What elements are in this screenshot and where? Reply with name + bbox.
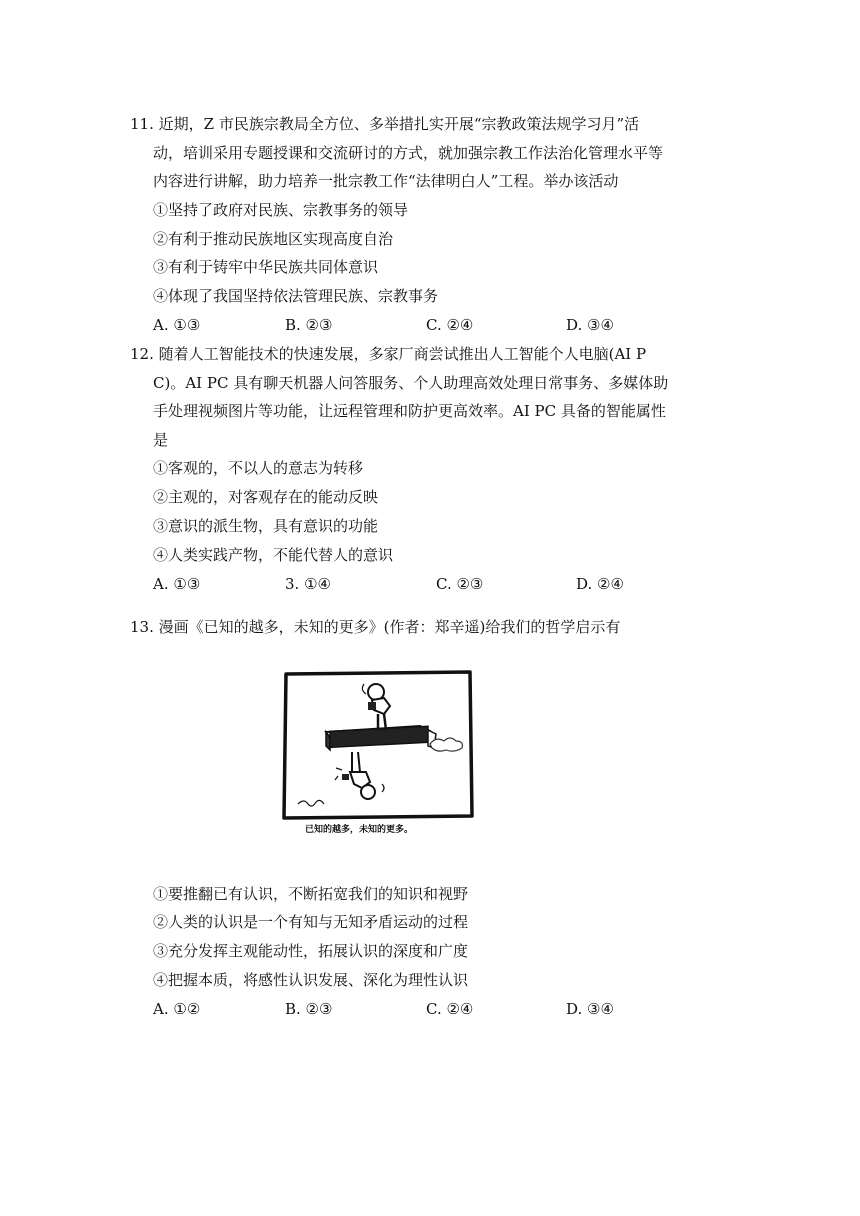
q11-option-b: B. ②③ bbox=[285, 316, 333, 334]
q12-option-b: 3. ①④ bbox=[285, 575, 331, 593]
q11-option-d: D. ③④ bbox=[566, 316, 614, 334]
q11-item-1: ①坚持了政府对民族、宗教事务的领导 bbox=[153, 201, 409, 219]
q13-item-4: ④把握本质，将感性认识发展、深化为理性认识 bbox=[153, 971, 469, 989]
cartoon-caption: 已知的越多，未知的更多。 bbox=[305, 825, 414, 835]
q11-option-a: A. ①③ bbox=[153, 316, 201, 334]
q13-option-b: B. ②③ bbox=[285, 1000, 333, 1018]
q12-stem-line-1: 12. 随着人工智能技术的快速发展，多家厂商尝试推出人工智能个人电脑(AI P bbox=[130, 345, 647, 363]
cartoon-image bbox=[280, 668, 478, 840]
q12-stem-line-2: C)。AI PC 具有聊天机器人问答服务、个人助理高效处理日常事务、多媒体助 bbox=[153, 374, 669, 392]
q13-option-d: D. ③④ bbox=[566, 1000, 614, 1018]
q11-option-c: C. ②④ bbox=[426, 316, 474, 334]
q11-stem-line-2: 动，培训采用专题授课和交流研讨的方式，就加强宗教工作法治化管理水平等 bbox=[153, 144, 664, 162]
q13-item-3: ③充分发挥主观能动性，拓展认识的深度和广度 bbox=[153, 942, 469, 960]
q11-stem-line-1: 11. 近期，Z 市民族宗教局全方位、多举措扎实开展“宗教政策法规学习月”活 bbox=[130, 115, 640, 133]
q13-stem-line-1: 13. 漫画《已知的越多，未知的更多》(作者：郑辛遥)给我们的哲学启示有 bbox=[130, 618, 621, 636]
q13-option-c: C. ②④ bbox=[426, 1000, 474, 1018]
q12-option-c: C. ②③ bbox=[436, 575, 484, 593]
q11-item-4: ④体现了我国坚持依法管理民族、宗教事务 bbox=[153, 287, 439, 305]
q12-option-d: D. ②④ bbox=[576, 575, 624, 593]
q12-item-4: ④人类实践产物，不能代替人的意识 bbox=[153, 546, 394, 564]
q11-stem-line-3: 内容进行讲解，助力培养一批宗教工作“法律明白人”工程。举办该活动 bbox=[153, 172, 619, 190]
q12-stem-line-4: 是 bbox=[153, 431, 169, 449]
q12-item-1: ①客观的，不以人的意志为转移 bbox=[153, 459, 364, 477]
q12-item-3: ③意识的派生物，具有意识的功能 bbox=[153, 517, 379, 535]
q11-item-3: ③有利于铸牢中华民族共同体意识 bbox=[153, 258, 379, 276]
q13-option-a: A. ①② bbox=[153, 1000, 201, 1018]
q11-item-2: ②有利于推动民族地区实现高度自治 bbox=[153, 230, 394, 248]
q12-item-2: ②主观的，对客观存在的能动反映 bbox=[153, 488, 379, 506]
q13-item-1: ①要推翻已有认识，不断拓宽我们的知识和视野 bbox=[153, 885, 469, 903]
q12-stem-line-3: 手处理视频图片等功能，让远程管理和防护更高效率。AI PC 具备的智能属性 bbox=[153, 402, 666, 420]
q12-option-a: A. ①③ bbox=[153, 575, 201, 593]
q13-item-2: ②人类的认识是一个有知与无知矛盾运动的过程 bbox=[153, 913, 469, 931]
